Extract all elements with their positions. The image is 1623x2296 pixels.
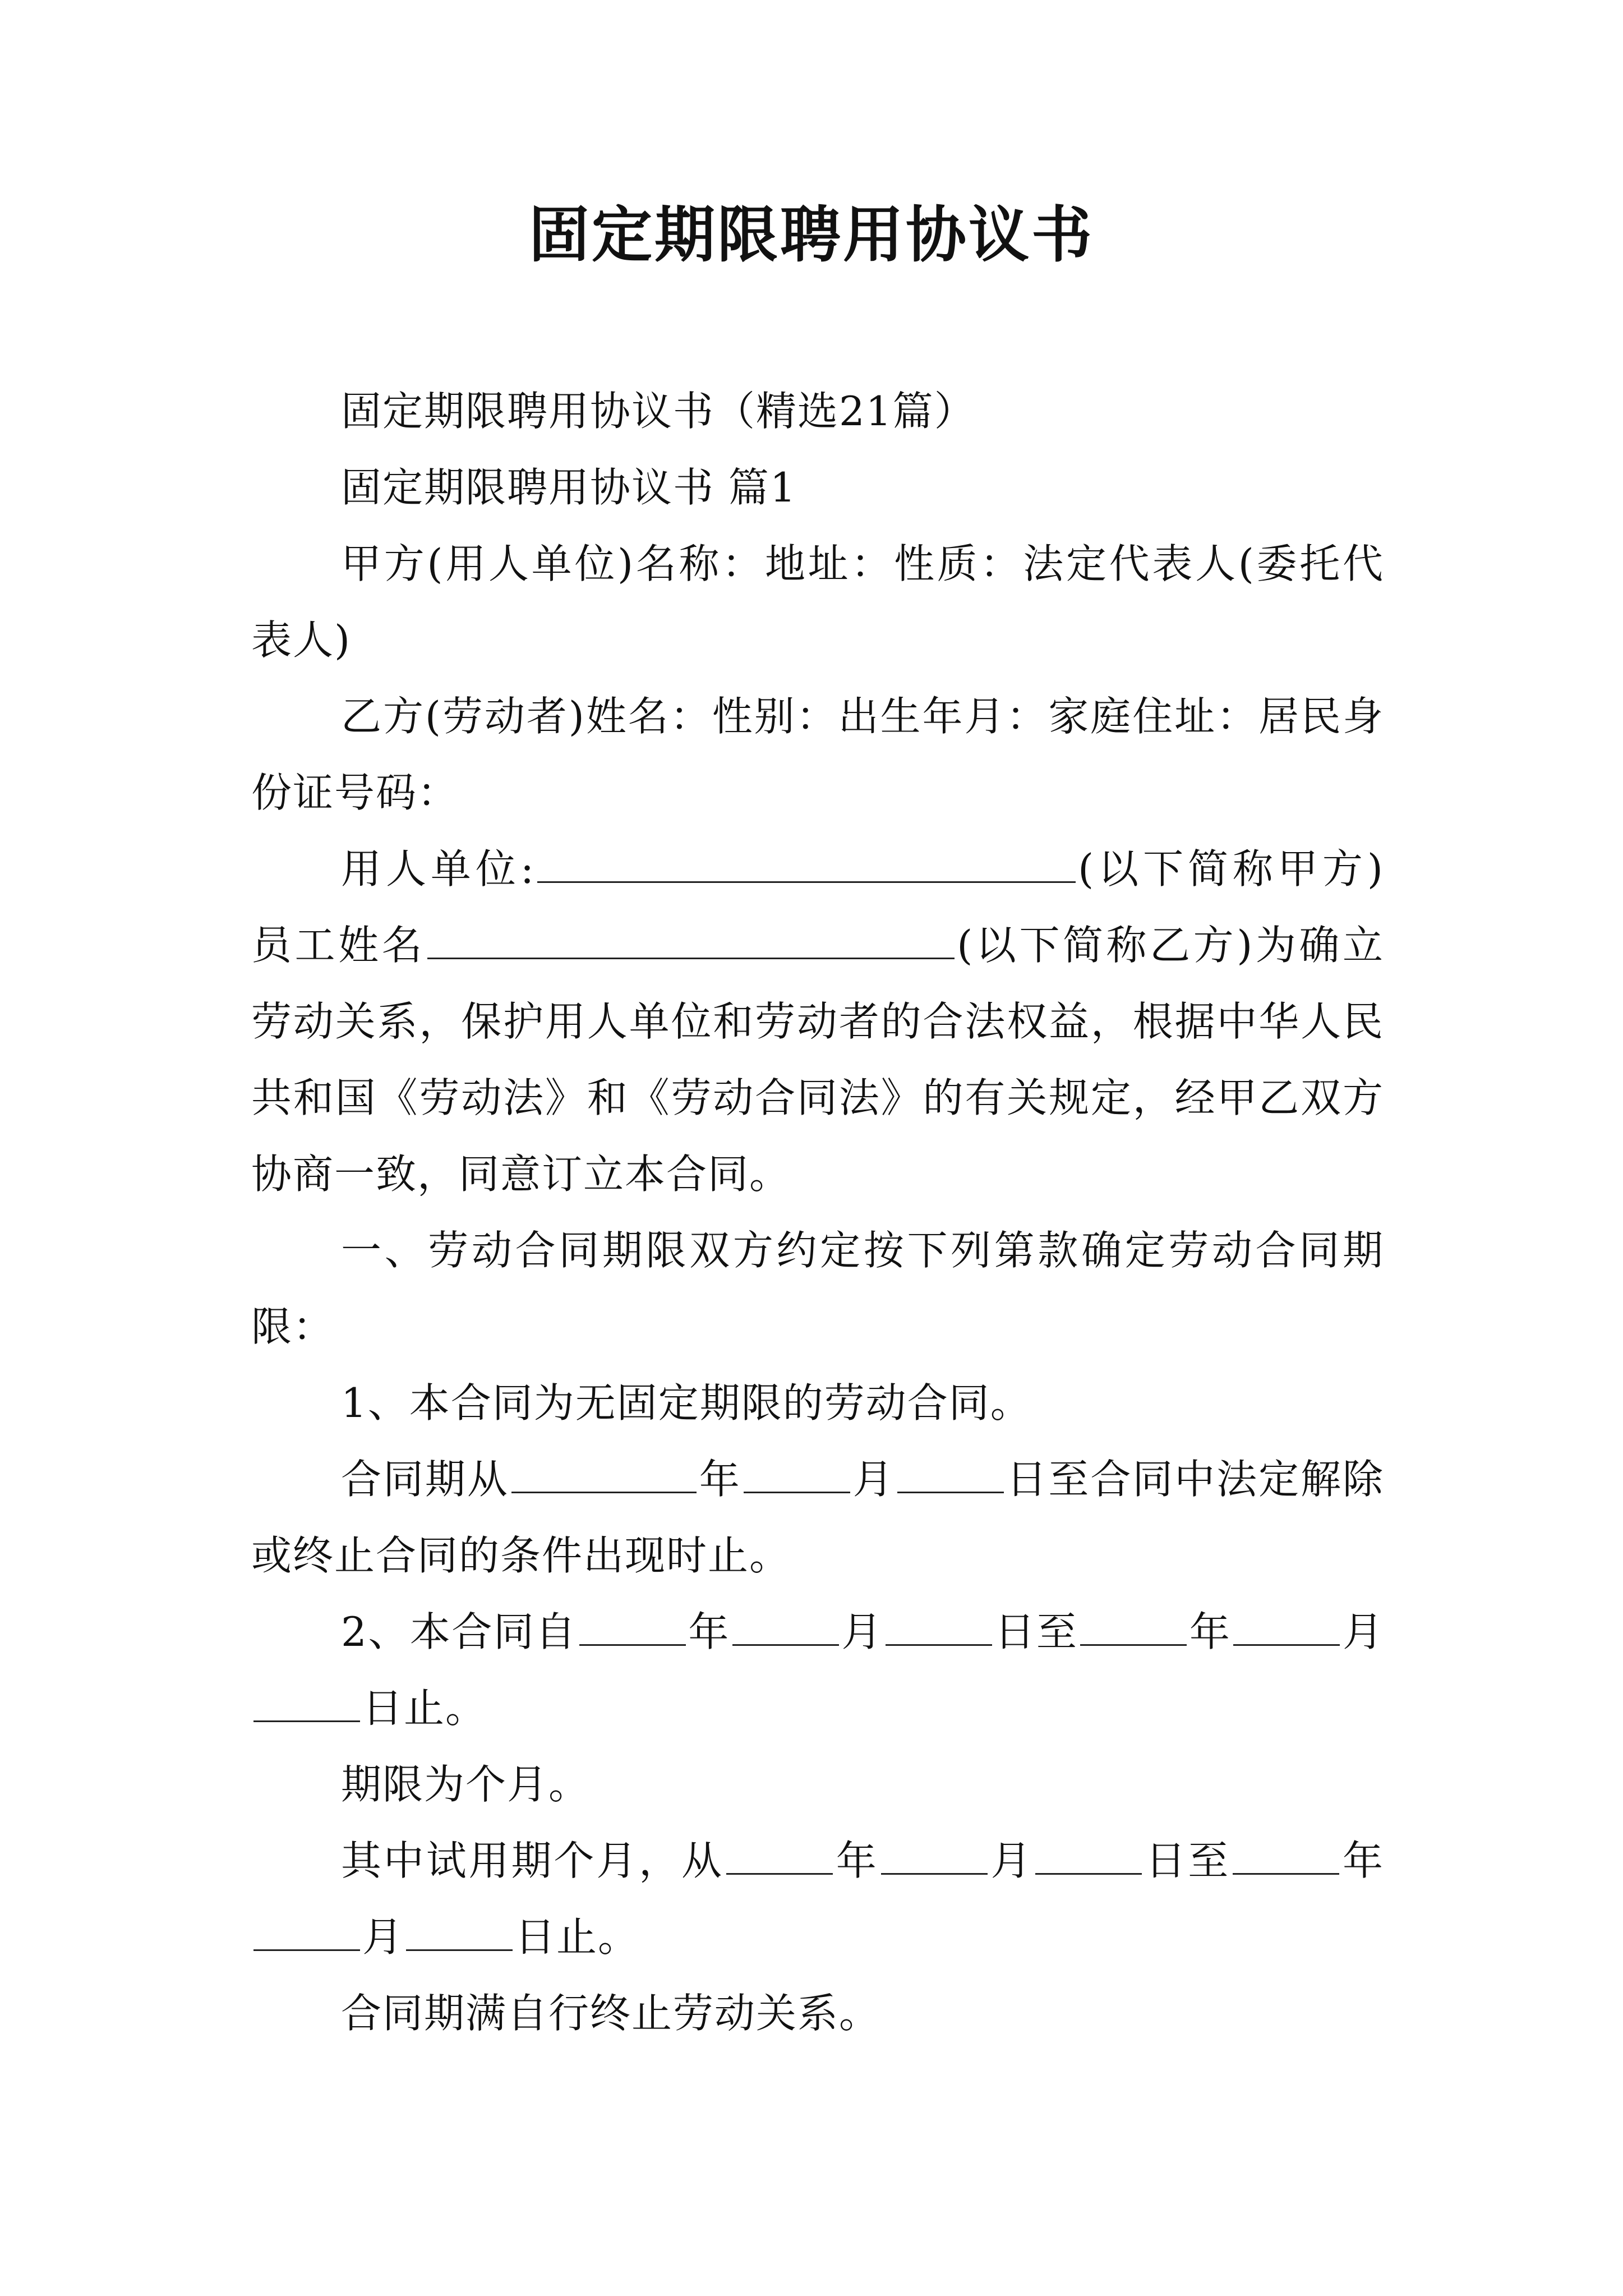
document-title: 固定期限聘用协议书 — [528, 200, 1094, 270]
blank-line — [897, 1447, 1004, 1493]
blank-line — [1080, 1599, 1187, 1646]
blank-line — [427, 913, 955, 959]
blank-line — [511, 1447, 697, 1493]
document-body — [251, 373, 1384, 2051]
text-fragment: 月 — [852, 1456, 895, 1503]
text-fragment: 月 — [362, 1913, 404, 1961]
text-fragment: 其中试用期个月，从 — [341, 1837, 724, 1884]
text-fragment: 年 — [834, 1837, 879, 1884]
blank-line — [253, 1904, 360, 1951]
paragraph-subtitle: 固定期限聘用协议书（精选21篇） — [341, 388, 976, 435]
paragraph-item-1: 1、本合同为无固定期限的劳动合同。 — [341, 1379, 1032, 1427]
text-fragment: 日至合同中法定解除或终止合同的条件出现时止。 — [251, 1456, 1384, 1579]
text-fragment: 年 — [1189, 1608, 1232, 1655]
paragraph-preamble — [251, 831, 1384, 1212]
blank-line — [253, 1676, 360, 1722]
text-fragment: (以下简称乙方)为确立劳动关系，保护用人单位和劳动者的合法权益，根据中华人民共和国《劳动法》和《劳动合同法》的有关规定，经甲乙双方协商一致，同意订立本合同。 — [251, 922, 1384, 1198]
text-fragment: 年 — [1341, 1837, 1384, 1884]
paragraph-contract-period — [251, 1441, 1384, 1594]
blank-line — [579, 1599, 686, 1646]
paragraph-section-heading: 固定期限聘用协议书 篇1 — [341, 464, 797, 511]
blank-line — [886, 1599, 992, 1646]
text-fragment: 年 — [698, 1456, 741, 1503]
text-fragment: 月 — [1342, 1608, 1384, 1655]
blank-line — [726, 1828, 833, 1875]
text-fragment: 日止。 — [362, 1685, 487, 1732]
text-fragment: 年 — [688, 1608, 730, 1655]
blank-line — [1035, 1828, 1142, 1875]
paragraph-item-2 — [251, 1594, 1384, 1746]
blank-line — [1233, 1828, 1339, 1875]
blank-line — [732, 1599, 839, 1646]
text-fragment: 月 — [841, 1608, 883, 1655]
blank-line — [881, 1828, 988, 1875]
paragraph-party-a: 甲方(用人单位)名称：地址：性质：法定代表人(委托代表人) — [251, 540, 1384, 664]
paragraph-duration: 期限为个月。 — [341, 1761, 591, 1808]
paragraph-party-b: 乙方(劳动者)姓名：性别：出生年月：家庭住址：居民身份证号码： — [251, 693, 1384, 816]
paragraph-clause-1: 一、劳动合同期限双方约定按下列第款确定劳动合同期限： — [251, 1227, 1384, 1350]
paragraph-probation — [251, 1823, 1384, 1975]
text-fragment: 2、本合同自 — [341, 1608, 577, 1655]
blank-line — [406, 1904, 513, 1951]
text-fragment: 用人单位: — [341, 845, 536, 892]
text-fragment: 日至 — [994, 1608, 1078, 1655]
text-fragment: (以下简称甲方)员工姓名 — [251, 845, 1384, 969]
text-fragment: 日止。 — [515, 1913, 640, 1961]
text-fragment: 月 — [989, 1837, 1034, 1884]
text-fragment: 合同期从 — [341, 1456, 509, 1503]
blank-line — [744, 1447, 850, 1493]
blank-line — [537, 836, 1076, 883]
text-fragment: 日至 — [1144, 1837, 1231, 1884]
blank-line — [1233, 1599, 1340, 1646]
paragraph-expiry: 合同期满自行终止劳动关系。 — [341, 1990, 881, 2037]
